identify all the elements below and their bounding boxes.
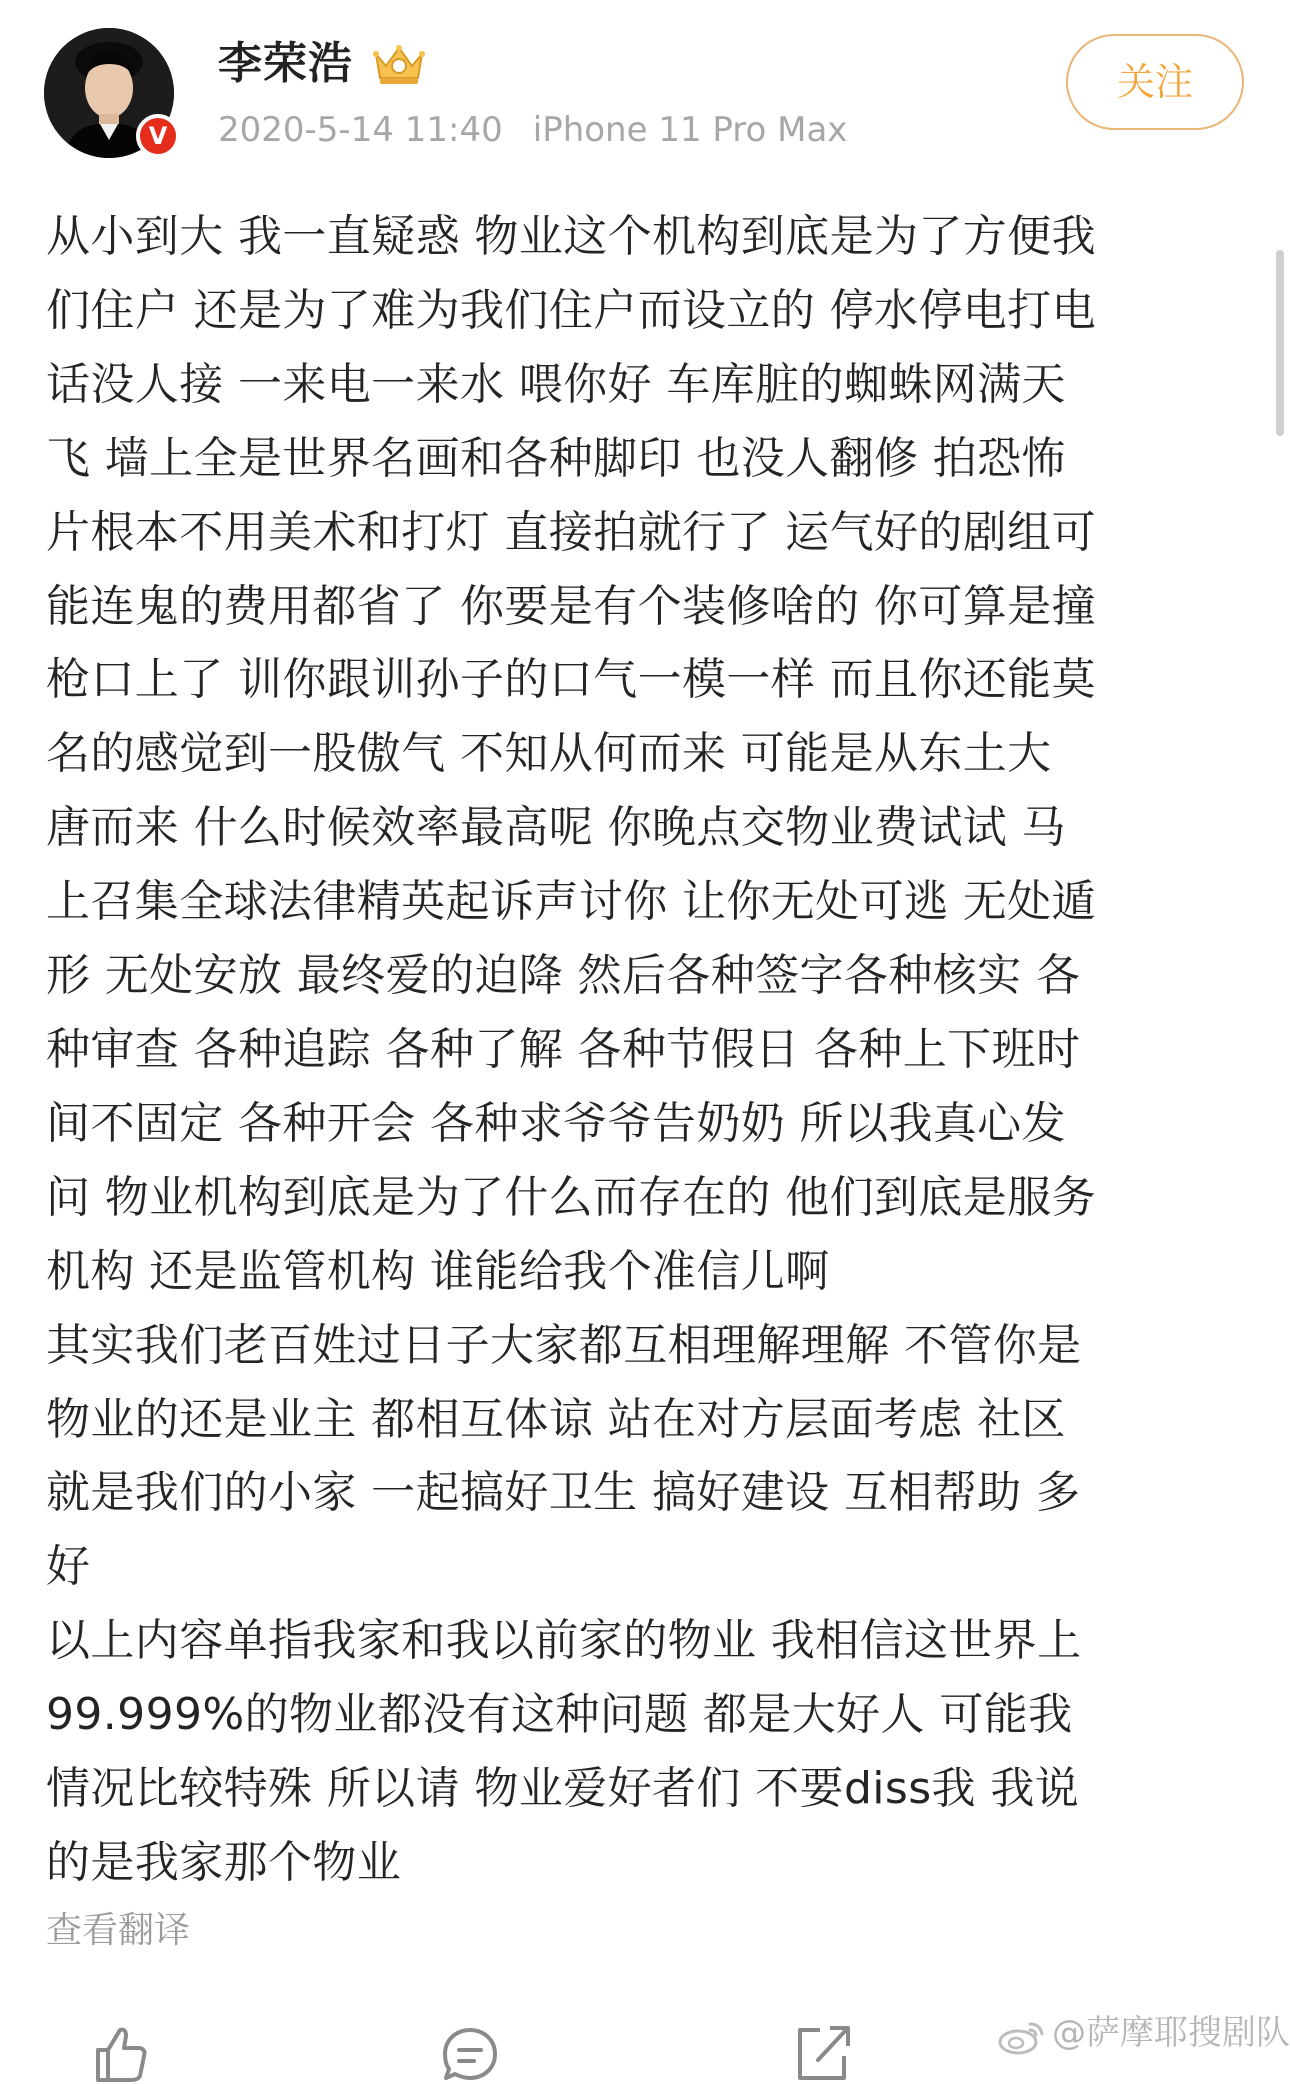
post-line: 话没人接 一来电一来水 喂你好 车库脏的蜘蛛网满天 (46, 358, 1066, 410)
verified-badge: V (136, 114, 180, 158)
view-translation-link[interactable]: 查看翻译 (46, 1910, 191, 1951)
post-line: 以上内容单指我家和我以前家的物业 我相信这世界上 (46, 1615, 1082, 1667)
post-line: 的是我家那个物业 (46, 1836, 402, 1888)
post-line: 种审查 各种追踪 各种了解 各种节假日 各种上下班时 (46, 1023, 1081, 1075)
like-icon[interactable] (88, 2022, 148, 2082)
post-line: 机构 还是监管机构 谁能给我个准信儿啊 (46, 1245, 830, 1297)
repost-icon[interactable] (792, 2022, 852, 2082)
watermark: @萨摩耶搜剧队 (1052, 2013, 1290, 2053)
post-line: 物业的还是业主 都相互体谅 站在对方层面考虑 社区 (46, 1393, 1066, 1445)
user-name[interactable]: 李荣浩 (218, 38, 353, 89)
post-meta (218, 108, 847, 152)
post-line: 就是我们的小家 一起搞好卫生 搞好建设 互相帮助 多 (46, 1467, 1081, 1519)
post-line: 99.999%的物业都没有这种问题 都是大好人 可能我 (46, 1689, 1073, 1741)
post-line: 名的感觉到一股傲气 不知从何而来 可能是从东土大 (46, 728, 1052, 780)
post-line: 唐而来 什么时候效率最高呢 你晚点交物业费试试 马 (46, 802, 1066, 854)
post-timestamp: 2020-5-14 11:40 (218, 110, 503, 150)
post-content (46, 200, 1256, 1900)
scrollbar[interactable] (1276, 250, 1284, 436)
post-line: 飞 墙上全是世界名画和各种脚印 也没人翻修 拍恐怖 (46, 432, 1066, 484)
follow-button[interactable]: 关注 (1066, 34, 1244, 130)
post-line: 片根本不用美术和打灯 直接拍就行了 运气好的剧组可 (46, 506, 1096, 558)
post-header (0, 0, 1290, 160)
comment-icon[interactable] (440, 2024, 500, 2084)
post-line: 好 (46, 1541, 91, 1593)
post-line: 间不固定 各种开会 各种求爷爷告奶奶 所以我真心发 (46, 1097, 1066, 1149)
post-line: 枪口上了 训你跟训孙子的口气一模一样 而且你还能莫 (46, 654, 1096, 706)
post-line: 能连鬼的费用都省了 你要是有个装修啥的 你可算是撞 (46, 580, 1096, 632)
post-line: 们住户 还是为了难为我们住户而设立的 停水停电打电 (46, 284, 1096, 336)
post-line: 上召集全球法律精英起诉声讨你 让你无处可逃 无处遁 (46, 876, 1096, 928)
post-device: iPhone 11 Pro Max (532, 110, 848, 150)
post-line: 其实我们老百姓过日子大家都互相理解理解 不管你是 (46, 1319, 1082, 1371)
crown-icon[interactable] (372, 42, 426, 86)
post-line: 从小到大 我一直疑惑 物业这个机构到底是为了方便我 (46, 211, 1096, 262)
weibo-logo-icon (996, 2016, 1048, 2056)
post-line: 问 物业机构到底是为了什么而存在的 他们到底是服务 (46, 1171, 1096, 1223)
post-line: 形 无处安放 最终爱的迫降 然后各种签字各种核实 各 (46, 950, 1081, 1002)
post-line: 情况比较特殊 所以请 物业爱好者们 不要diss我 我说 (46, 1763, 1080, 1815)
